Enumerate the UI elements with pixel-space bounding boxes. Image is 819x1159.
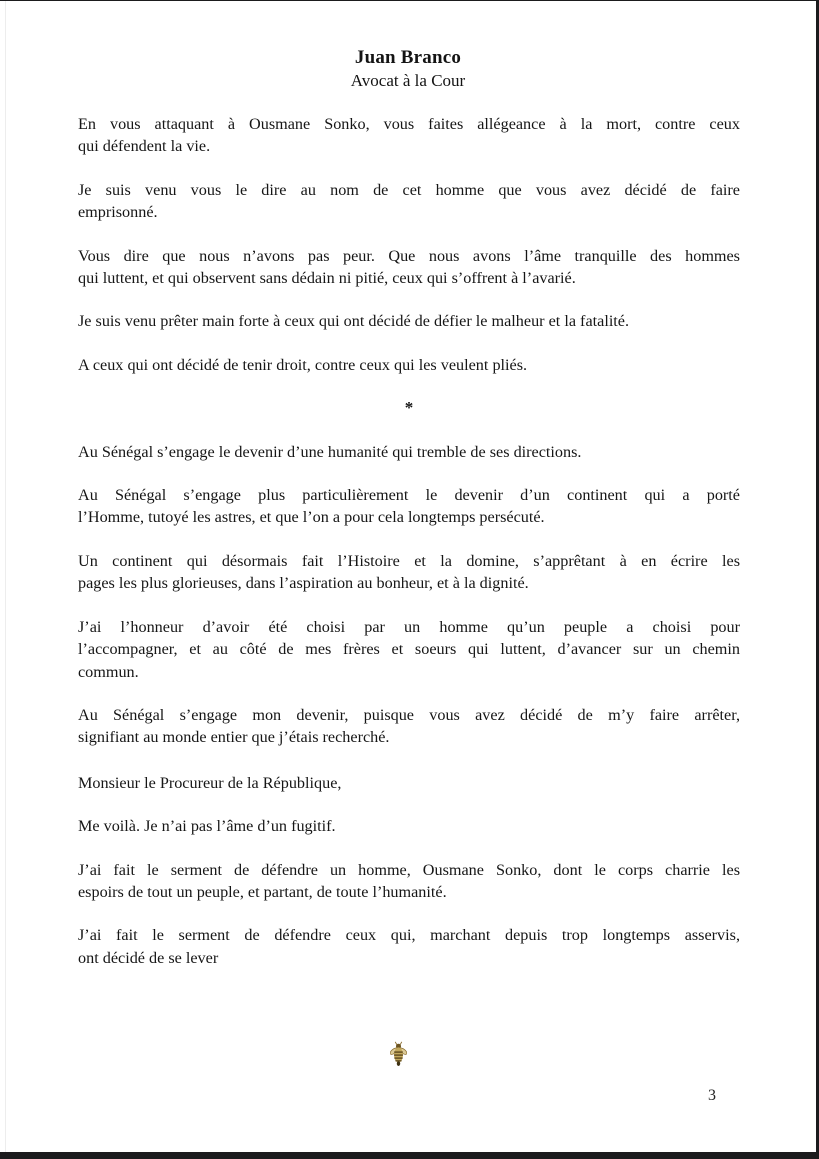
text-line: qui défendent la vie.: [78, 137, 211, 156]
text-line: l’Homme, tutoyé les astres, et que l’on a pour cela longtemps persécuté.: [78, 508, 545, 527]
paragraph: [78, 484, 740, 529]
text-line: ont décidé de se lever: [78, 948, 219, 967]
text-line: Au Sénégal s’engage le devenir d’une humanité qui tremble de ses directions.: [78, 442, 582, 461]
author-role: Avocat à la Cour: [350, 71, 466, 90]
text-line: A ceux qui ont décidé de tenir droit, contre ceux qui les veulent pliés.: [78, 355, 528, 374]
document-body: [78, 113, 740, 969]
text-line: l’accompagner, et au côté de mes frères et soeurs qui luttent, d’avancer sur un chemin: [78, 640, 740, 659]
text-line: Au Sénégal s’engage plus particulièrement le devenir d’un continent qui a porté: [78, 486, 740, 505]
section-separator: *: [404, 398, 414, 418]
text-line: Me voilà. Je n’ai pas l’âme d’un fugitif.: [78, 817, 336, 836]
text-line: Monsieur le Procureur de la République,: [78, 773, 342, 792]
paragraph: [78, 245, 740, 290]
paragraph: [78, 772, 740, 794]
paragraph: [78, 815, 740, 837]
paragraph: [78, 550, 740, 595]
document-header: [0, 1, 816, 92]
text-line: Vous dire que nous n’avons pas peur. Que nous avons l’âme tranquille des hommes: [78, 246, 740, 265]
text-line: Je suis venu prêter main forte à ceux qui ont décidé de défier le malheur et la fatalité.: [78, 312, 630, 331]
text-line: espoirs de tout un peuple, et partant, de toute l’humanité.: [78, 882, 447, 901]
paragraph: [78, 924, 740, 969]
text-line: commun.: [78, 662, 139, 681]
text-line: Je suis venu vous le dire au nom de cet homme que vous avez décidé de faire: [78, 180, 740, 199]
paragraph: [78, 441, 740, 463]
bee-icon: [390, 1041, 407, 1067]
paragraph: [78, 113, 740, 158]
text-line: En vous attaquant à Ousmane Sonko, vous faites allégeance à la mort, contre ceux: [78, 115, 740, 133]
paragraph: [78, 859, 740, 904]
text-line: Un continent qui désormais fait l’Histoire et la domine, s’apprêtant à en écrire les: [78, 551, 740, 570]
page-number: 3: [708, 1087, 716, 1104]
text-line: emprisonné.: [78, 203, 158, 222]
page-edge-line: [5, 1, 6, 1152]
text-line: qui luttent, et qui observent sans dédain ni pitié, ceux qui s’offrent à l’avarié.: [78, 269, 576, 288]
text-line: J’ai l’honneur d’avoir été choisi par un homme qu’un peuple a choisi pour: [78, 617, 740, 636]
paragraph: [78, 310, 740, 332]
paragraph: [78, 354, 740, 376]
paragraph: [78, 704, 740, 749]
text-line: signifiant au monde entier que j’étais recherché.: [78, 728, 390, 747]
paragraph: [78, 616, 740, 683]
text-line: J’ai fait le serment de défendre ceux qui, marchant depuis trop longtemps asservis,: [78, 926, 740, 945]
text-line: J’ai fait le serment de défendre un homme, Ousmane Sonko, dont le corps charrie les: [78, 860, 740, 879]
author-name: Juan Branco: [354, 47, 462, 68]
paragraph: [78, 179, 740, 224]
text-line: pages les plus glorieuses, dans l’aspiration au bonheur, et à la dignité.: [78, 574, 529, 593]
document-page: [0, 1, 816, 1152]
text-line: Au Sénégal s’engage mon devenir, puisque vous avez décidé de m’y faire arrêter,: [78, 705, 740, 724]
